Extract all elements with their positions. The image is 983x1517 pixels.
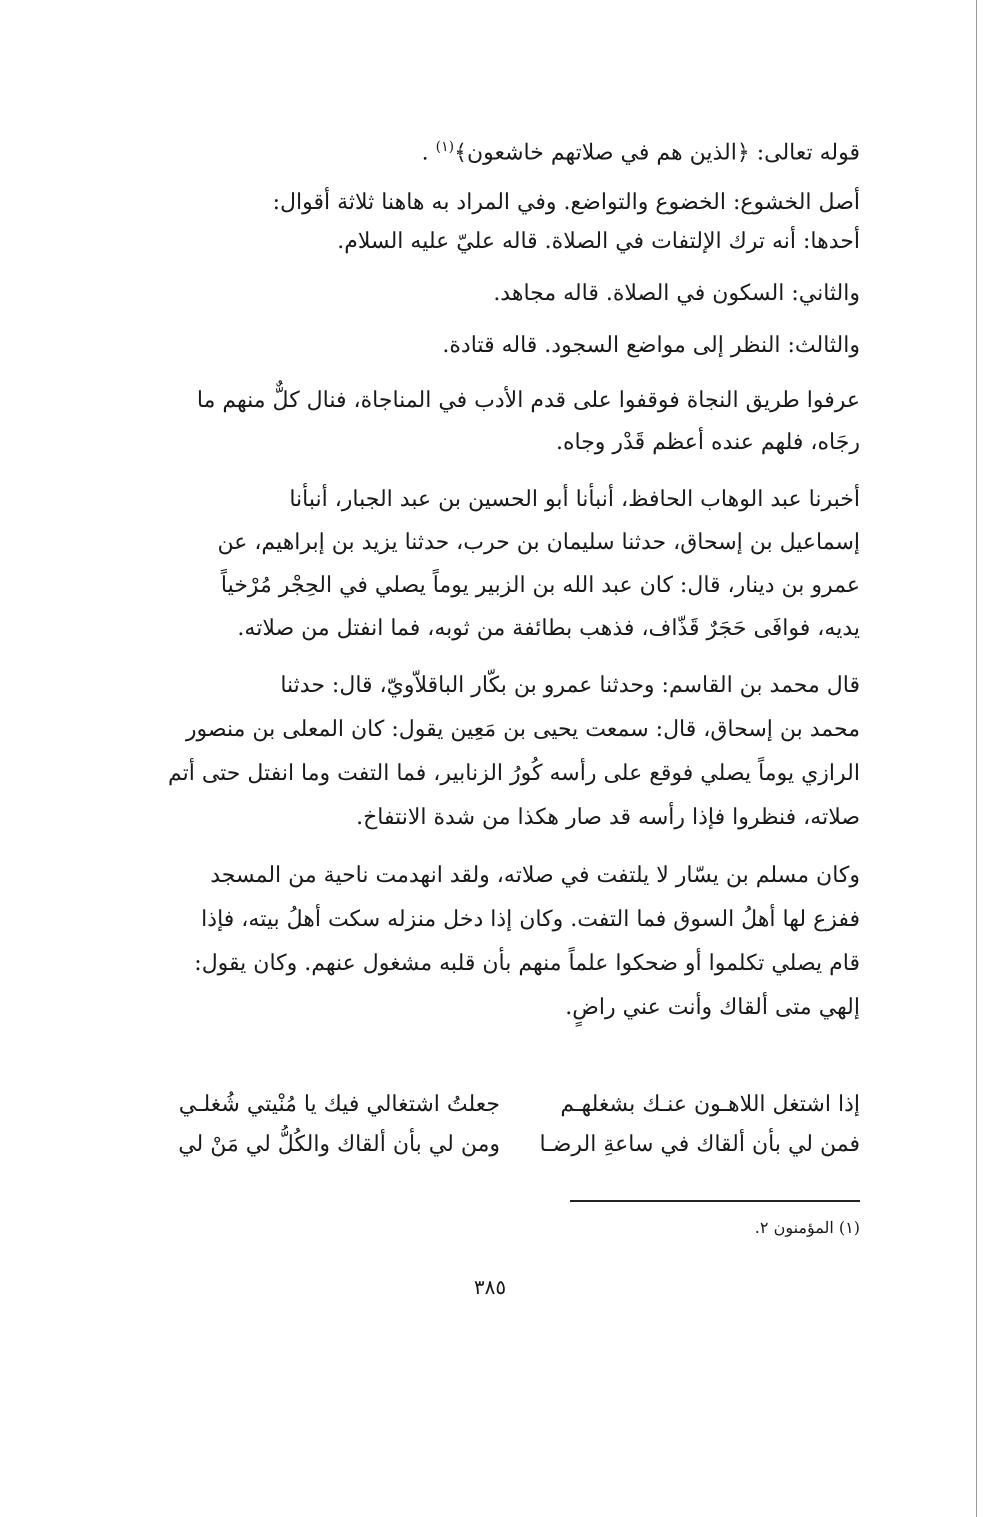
text-line: رجَاه، فلهم عنده أعظم قَدْر وجاه. bbox=[555, 430, 860, 455]
quran-quote: ﴿الذين هم في صلاتهم خاشعون﴾ bbox=[454, 140, 750, 166]
verse-heading-prefix: قوله تعالى: bbox=[749, 140, 860, 166]
text-line: إلهي متى ألقاك وأنت عني راضٍ. bbox=[565, 995, 860, 1020]
poem bbox=[160, 1085, 860, 1165]
paragraph-third-opinion bbox=[160, 326, 860, 366]
footnote-marker: (١) bbox=[435, 139, 455, 155]
text-line: وكان مسلم بن يسّار لا يلتفت في صلاته، ولقد انهدمت ناحية من المسجد bbox=[210, 863, 860, 888]
paragraph-khushu-definition bbox=[160, 184, 860, 262]
text-line: يديه، فوافَى حَجَرٌ قَذّاف، فذهب بطائفة من ثوبه، فما انفتل من صلاته. bbox=[237, 616, 860, 641]
paragraph-al-razi bbox=[160, 664, 860, 840]
footnote: (١) المؤمنون ٢. bbox=[754, 1218, 860, 1237]
text-line: الرازي يوماً يصلي فوقع على رأسه كُورُ الزنابير، فما التفت وما انفتل حتى أتم bbox=[167, 761, 860, 786]
text-line: أحدها: أنه ترك الإلتفات في الصلاة. قاله عليّ عليه السلام. bbox=[337, 229, 860, 254]
hemistich-second: جعلتُ اشتغالي فيك يا مُنْيتي شُغلـي bbox=[178, 1092, 500, 1117]
poem-verse-2 bbox=[160, 1125, 860, 1165]
text-line: إسماعيل بن إسحاق، حدثنا سليمان بن حرب، حدثنا يزيد بن إبراهيم، عن bbox=[217, 530, 860, 555]
text-line: أصل الخشوع: الخضوع والتواضع. وفي المراد به هاهنا ثلاثة أقوال: bbox=[272, 190, 860, 215]
text-line: أخبرنا عبد الوهاب الحافظ، أنبأنا أبو الحسين بن عبد الجبار، أنبأنا bbox=[289, 487, 860, 512]
text-line: محمد بن إسحاق، قال: سمعت يحيى بن مَعِين يقول: كان المعلى بن منصور bbox=[185, 717, 860, 742]
text-line: قال محمد بن القاسم: وحدثنا عمرو بن بكّار الباقلاّويّ، قال: حدثنا bbox=[280, 673, 860, 698]
main-text bbox=[160, 118, 860, 1030]
verse-heading bbox=[160, 118, 860, 176]
poem-verse-1 bbox=[160, 1085, 860, 1125]
paragraph-second-opinion bbox=[160, 274, 860, 314]
text-line: والثاني: السكون في الصلاة. قاله مجاهد. bbox=[493, 281, 860, 306]
hemistich-first: إذا اشتغل اللاهـون عنـك بشغلهـم bbox=[560, 1092, 860, 1117]
text-line: ففزع لها أهلُ السوق فما التفت. وكان إذا دخل منزله سكت أهلُ بيته، فإذا bbox=[201, 907, 860, 932]
text-line: عمرو بن دينار، قال: كان عبد الله بن الزبير يوماً يصلي في الحِجْر مُرْخياً bbox=[220, 573, 860, 598]
hemistich-second: ومن لي بأن ألقاك والكُلُّ لي مَنْ لي bbox=[178, 1132, 500, 1157]
paragraph-ibn-zubair bbox=[160, 478, 860, 650]
text-line: صلاته، فنظروا فإذا رأسه قد صار هكذا من شدة الانتفاخ. bbox=[356, 805, 860, 830]
hemistich-first: فمن لي بأن ألقاك في ساعةِ الرضـا bbox=[539, 1132, 860, 1157]
paragraph-najat bbox=[160, 380, 860, 464]
verse-heading-line bbox=[160, 118, 860, 182]
text-line: عرفوا طريق النجاة فوقفوا على قدم الأدب في المناجاة، فنال كلٌّ منهم ما bbox=[196, 388, 860, 413]
text-line: والثالث: النظر إلى مواضع السجود. قاله قتادة. bbox=[442, 333, 860, 358]
footnote-divider bbox=[570, 1200, 860, 1202]
page-edge-line bbox=[976, 0, 977, 1517]
paragraph-muslim-ibn-yasar bbox=[160, 854, 860, 1030]
text-line: قام يصلي تكلموا أو ضحكوا علماً منهم بأن قلبه مشغول عنهم. وكان يقول: bbox=[194, 951, 860, 976]
page-number: ٣٨٥ bbox=[473, 1275, 507, 1299]
verse-heading-suffix: . bbox=[421, 140, 436, 166]
